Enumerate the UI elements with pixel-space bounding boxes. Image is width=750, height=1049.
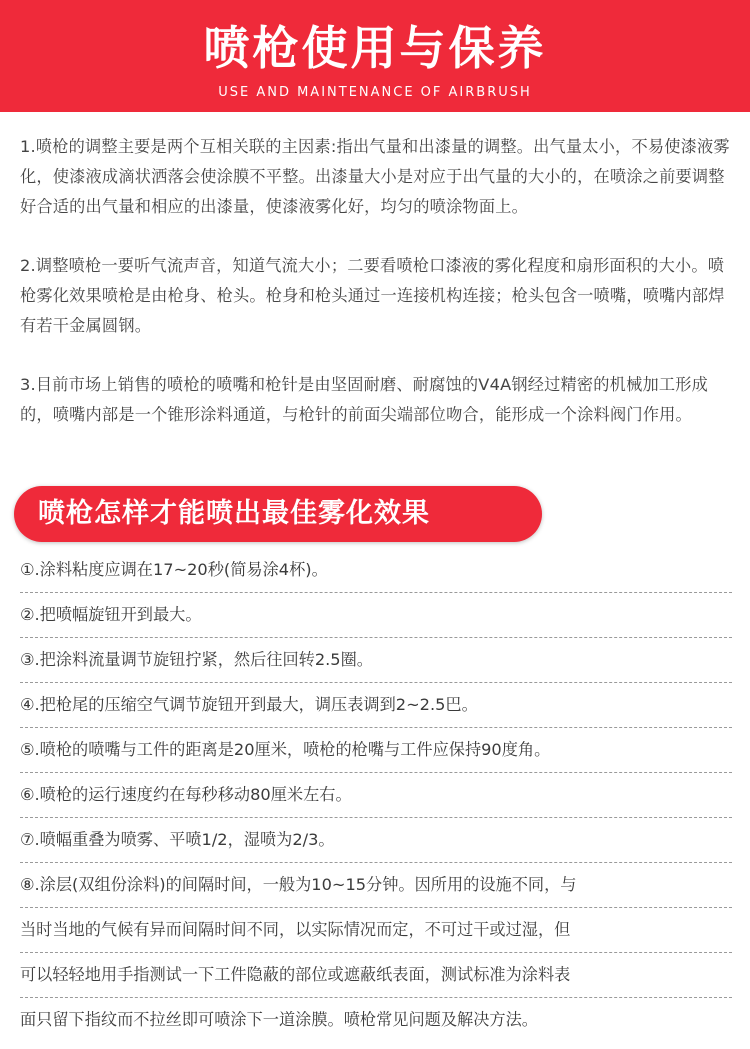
section-heading: 喷枪怎样才能喷出最佳雾化效果 xyxy=(38,498,430,529)
intro-section xyxy=(20,132,740,459)
list-item: ④.把枪尾的压缩空气调节旋钮开到最大，调压表调到2~2.5巴。 xyxy=(20,683,732,728)
intro-paragraph-3: 3.目前市场上销售的喷枪的喷嘴和枪针是由坚固耐磨、耐腐蚀的V4A钢经过精密的机械加工形成的，喷嘴内部是一个锥形涂料通道，与枪针的前面尖端部位吻合，能形成一个涂料阀门作用。 xyxy=(20,375,709,424)
list-item: ①.涂料粘度应调在17~20秒(简易涂4杯)。 xyxy=(20,548,732,593)
list-item: ③.把涂料流量调节旋钮拧紧，然后往回转2.5圈。 xyxy=(20,638,732,683)
page-title: 喷枪使用与保养 xyxy=(203,21,547,75)
steps-list xyxy=(20,548,732,1042)
list-item: ⑦.喷幅重叠为喷雾、平喷1/2，湿喷为2/3。 xyxy=(20,818,732,863)
section-heading-pill xyxy=(14,486,542,542)
page-subtitle: USE AND MAINTENANCE OF AIRBRUSH xyxy=(218,85,532,100)
list-item: ⑥.喷枪的运行速度约在每秒移动80厘米左右。 xyxy=(20,773,732,818)
header-banner xyxy=(0,0,750,112)
intro-paragraph-1: 1.喷枪的调整主要是两个互相关联的主因素:指出气量和出漆量的调整。出气量太小，不易使漆液雾化，使漆液成滴状洒落会使涂膜不平整。出漆量大小是对应于出气量的大小的，在喷涂之前要调整好合适的出气量和相应的出漆量，使漆液雾化好，均匀的喷涂物面上。 xyxy=(20,137,730,216)
list-item: 可以轻轻地用手指测试一下工件隐蔽的部位或遮蔽纸表面，测试标准为涂料表 xyxy=(20,953,732,998)
list-item: 面只留下指纹而不拉丝即可喷涂下一道涂膜。喷枪常见问题及解决方法。 xyxy=(20,1010,538,1029)
list-item: ⑤.喷枪的喷嘴与工件的距离是20厘米，喷枪的枪嘴与工件应保持90度角。 xyxy=(20,728,732,773)
intro-paragraph-2: 2.调整喷枪一要听气流声音，知道气流大小；二要看喷枪口漆液的雾化程度和扇形面积的大小。喷枪雾化效果喷枪是由枪身、枪头。枪身和枪头通过一连接机构连接；枪头包含一喷嘴，喷嘴内部焊有若干金属圆钢。 xyxy=(20,256,725,335)
list-item: 当时当地的气候有异而间隔时间不同，以实际情况而定，不可过干或过湿，但 xyxy=(20,908,732,953)
list-item: ②.把喷幅旋钮开到最大。 xyxy=(20,593,732,638)
list-item: ⑧.涂层(双组份涂料)的间隔时间，一般为10~15分钟。因所用的设施不同，与 xyxy=(20,863,732,908)
